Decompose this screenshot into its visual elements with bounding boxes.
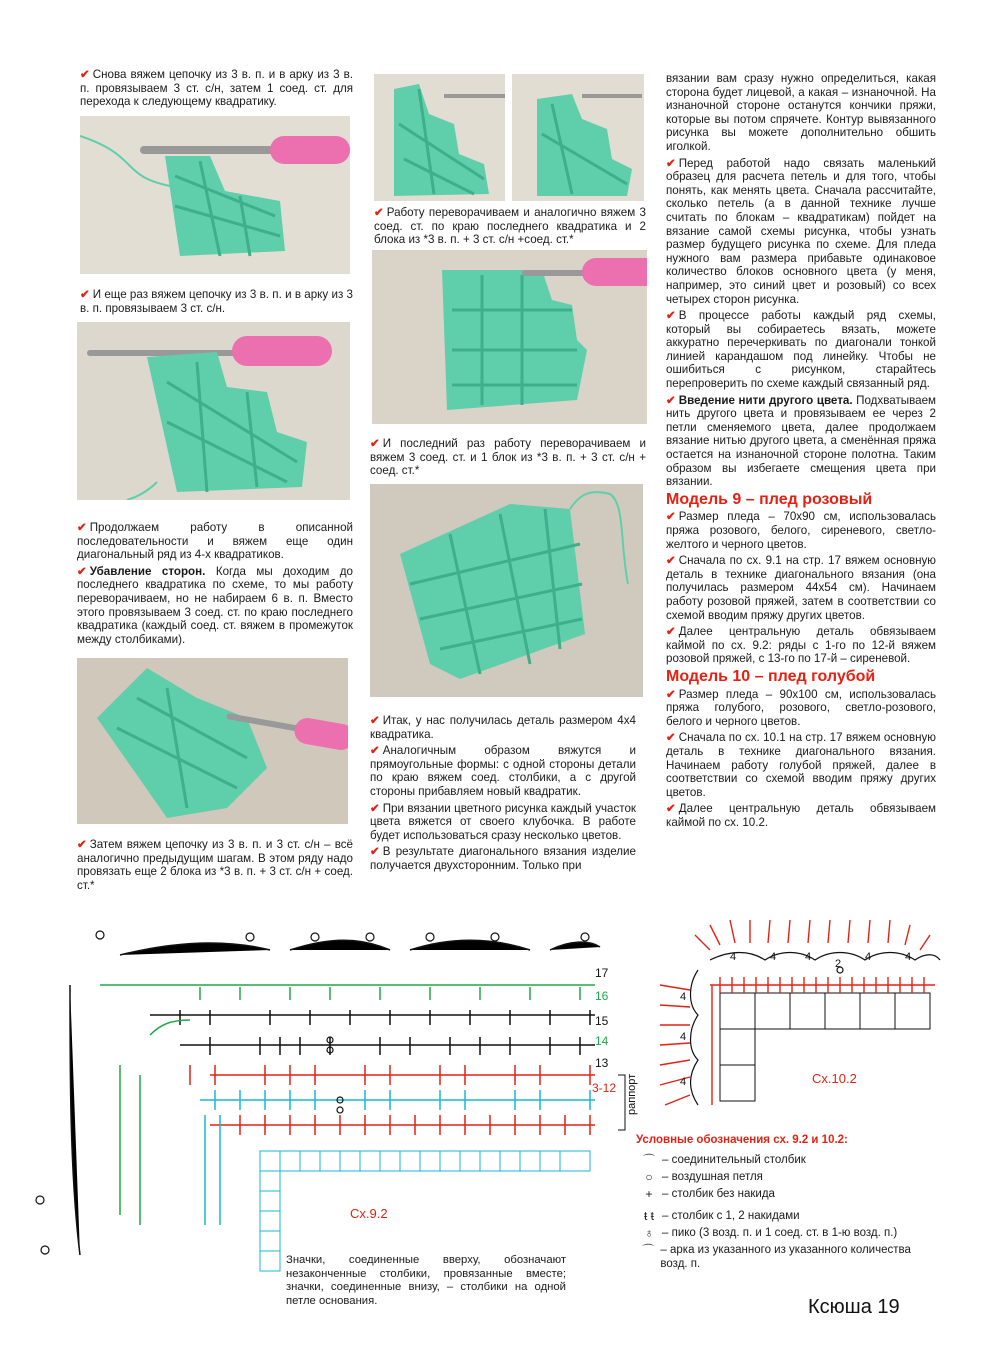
mid-column-2 (370, 437, 646, 481)
single-crochet-icon: + (645, 1187, 653, 1201)
diagram-9-2 (30, 925, 650, 1300)
magazine-name: Ксюша (808, 1296, 872, 1318)
row-number: 3-12 (592, 1081, 617, 1095)
check-icon: ✔ (666, 625, 676, 639)
svg-text:2: 2 (835, 958, 842, 970)
paragraph: ✔ Убавление сторон. Когда мы доходим до последнего квадратика по схеме, то мы работу переворачиваем, но не набираем 6 в. п. Вместо этого провязываем 3 соед. ст. по краю последнего квадратика (каждый соед. ст. вяжем в промежуток между столбиками). (77, 564, 353, 646)
check-icon: ✔ (666, 687, 676, 701)
row-number: 13 (595, 1056, 609, 1070)
paragraph: ✔ Работу переворачиваем и аналогично вяжем 3 соед. ст. по краю последнего квадратика и 2 блока из *3 в. п. + 3 ст. с/н +соед. ст.* (374, 206, 646, 247)
svg-text:4: 4 (680, 1031, 687, 1043)
row-number: 16 (595, 989, 609, 1003)
paragraph: ✔ В процессе работы каждый ряд схемы, который вы собираетесь вязать, можете аккуратно перечеркивать по диагонали тонкой линией карандашом под линейку. Чтобы не ошибиться с рисунком, старайтесь перепроверить по схеме каждый связанный ряд. (666, 309, 936, 391)
paragraph: ✔ В результате диагонального вязания изделие получается двухсторонним. Только при (370, 845, 636, 872)
legend-item: ♁ – пико (3 возд. п. и 1 соед. ст. в 1-ю возд. п.) (636, 1226, 936, 1240)
check-icon: ✔ (370, 714, 380, 727)
paragraph: ✔ Итак, у нас получилась деталь размером 4х4 квадратика. (370, 714, 636, 741)
picot-icon: ♁ (644, 1226, 654, 1240)
page-number: 19 (877, 1296, 900, 1318)
check-icon: ✔ (666, 731, 676, 745)
check-icon: ✔ (370, 437, 380, 450)
legend-item: ŧ ŧ – столбик с 1, 2 накидами (636, 1209, 936, 1223)
check-icon: ✔ (666, 802, 676, 816)
paragraph: ✔ Введение нити другого цвета. Подхватываем нить другого цвета и провязываем ее через 2 петли сменяемого цвета, далее продолжаем вязание нитью другого цвета, а сменённая пряжа остается на изнаночной стороне полотна. Таким образом вы избегаете смещения цвета при вязании. (666, 393, 936, 489)
crochet-chart-10-2 (650, 915, 947, 1120)
diagram-note (286, 1254, 566, 1311)
check-icon: ✔ (370, 744, 380, 758)
photo-step-5 (372, 250, 647, 424)
diagram-10-2 (650, 915, 947, 1120)
legend-item: + – столбик без накида (636, 1187, 936, 1201)
paragraph: ✔ Сначала по сх. 10.1 на стр. 17 вяжем основную деталь в технике диагонального вязания. Начинаем работу голубой пряжей, далее в соответствии со схемой вводим пряжу других цветов. (666, 731, 936, 799)
check-icon: ✔ (80, 288, 90, 301)
check-icon: ✔ (666, 156, 676, 170)
paragraph: ✔ Размер пледа – 70х90 см, использовалась пряжа розового, белого, сиреневого, светло-желтого и черного цветов. (666, 510, 936, 551)
crochet-photo (80, 116, 350, 274)
crochet-photo (372, 250, 647, 424)
legend-item: ⌒ – соединительный столбик (636, 1153, 936, 1167)
photo-step-4b (512, 74, 644, 201)
check-icon: ✔ (77, 838, 87, 851)
crochet-photo (512, 74, 644, 201)
legend-item: ○ – воздушная петля (636, 1170, 936, 1184)
check-icon: ✔ (80, 68, 90, 81)
heading-model-10: Модель 10 – плед голубой (666, 667, 876, 685)
heading-model-9: Модель 9 – плед розовый (666, 490, 873, 508)
svg-text:4: 4 (770, 951, 777, 963)
paragraph: ✔ При вязании цветного рисунка каждый участок цвета вяжется от своего клубочка. В работе будет использоваться сразу несколько цветов. (370, 801, 636, 842)
paragraph: ✔ Далее центральную деталь обвязываем каймой по сх. 10.2. (666, 802, 936, 829)
check-icon: ✔ (666, 309, 676, 323)
check-icon: ✔ (370, 801, 380, 815)
diagram-label: Сх.10.2 (812, 1071, 857, 1086)
check-icon: ✔ (374, 206, 384, 219)
paragraph: ✔ Продолжаем работу в описанной последовательности и вяжем еще один диагональный ряд из 4-х квадратиков. (77, 521, 353, 562)
check-icon: ✔ (666, 393, 676, 407)
left-column-3 (77, 521, 353, 649)
mid-column-3 (370, 714, 636, 876)
legend-title: Условные обозначения сх. 9.2 и 10.2: (636, 1134, 848, 1146)
paragraph: ✔ И еще раз вяжем цепочку из 3 в. п. и в арку из 3 в. п. провязываем 3 ст. с/н. (80, 288, 353, 315)
photo-step-3 (77, 658, 348, 824)
paragraph: ✔ Перед работой надо связать маленький образец для расчета петель и для того, чтобы понять, как менять цвета. Сначала рассчитайте, сколько петель (а в данной технике лучше считать по блокам – квадратикам) пойдет на вязание самой схемы рисунка, чтобы узнать размер будущего рисунка по схеме. Для пледа нужного вам размера прибавьте одинаковое количество блоков основного цвета (у меня, например, это синий цвет и розовый) со всех четырех сторон рисунка. (666, 156, 936, 306)
row-number: 14 (595, 1034, 609, 1048)
check-icon: ✔ (666, 554, 676, 568)
paragraph: ✔ Сначала по сх. 9.1 на стр. 17 вяжем основную деталь в технике диагонального вязания (она получилась размером 44х54 см). Начинаем работу розовой пряжей, затем в соответствии со схемой вводим пряжу других цветов. (666, 554, 936, 622)
crochet-photo (370, 484, 643, 697)
page-footer (808, 1296, 900, 1319)
rapport-label: раппорт (626, 1073, 638, 1115)
crochet-photo (77, 322, 350, 500)
svg-text:4: 4 (680, 991, 687, 1003)
svg-text:4: 4 (865, 951, 872, 963)
paragraph: ✔ Размер пледа – 90х100 см, использовалась пряжа голубого, розового, светло-розового, белого и черного цветов. (666, 687, 936, 728)
photo-step-6 (370, 484, 643, 697)
arch-icon: ⌒ (642, 1243, 655, 1257)
paragraph: вязании вам сразу нужно определиться, какая сторона будет лицевой, а какая – изнаночной. На изнаночной стороне останутся кончики пряжи, которые вы потом спрячете. Контур вывязанного рисунка вы можете дополнительно обшить иголкой. (666, 72, 936, 153)
photo-step-1 (80, 116, 350, 274)
paragraph: ✔ Аналогичным образом вяжутся и прямоугольные формы: с одной стороны детали по краю вяжем соед. столбики, а с другой стороны прибавляем новый квадратик. (370, 744, 636, 798)
paragraph: ✔ Снова вяжем цепочку из 3 в. п. и в арку из 3 в. п. провязываем 3 ст. с/н, затем 1 соед. ст. для перехода к следующему квадратику. (80, 68, 353, 109)
photo-step-2 (77, 322, 350, 500)
check-icon: ✔ (370, 845, 380, 859)
crochet-photo (374, 74, 505, 201)
chain-stitch-icon: ○ (645, 1170, 653, 1184)
crochet-chart-9-2 (30, 925, 650, 1300)
svg-text:4: 4 (905, 951, 912, 963)
crochet-photo (77, 658, 348, 824)
legend-item: ⌒ – арка из указанного из указанного количества возд. п. (636, 1243, 936, 1271)
row-number: 15 (595, 1014, 609, 1028)
paragraph: ✔ Затем вяжем цепочку из 3 в. п. и 3 ст. с/н – всё аналогично предыдущим шагам. В этом ряду надо провязать еще 2 блока из *3 в. п. + 3 ст. с/н + соед. ст.* (77, 838, 353, 892)
legend (636, 1133, 936, 1274)
note-text: Значки, соединенные вверху, обозначают незаконченные столбики, провязанные вместе; значки, соединенные внизу, – столбики на одной петле основания. (286, 1254, 566, 1307)
slip-stitch-icon: ⌒ (642, 1153, 655, 1167)
check-icon: ✔ (666, 510, 676, 524)
paragraph: ✔ И последний раз работу переворачиваем и вяжем 3 соед. ст. и 1 блок из *3 в. п. + 3 ст. с/н + соед. ст.* (370, 437, 646, 478)
check-icon: ✔ (77, 521, 87, 534)
diagram-label: Сх.9.2 (350, 1206, 388, 1221)
svg-text:4: 4 (730, 951, 737, 963)
svg-text:4: 4 (680, 1076, 687, 1088)
left-column (80, 68, 353, 112)
mid-column-1 (374, 206, 646, 250)
left-column-2 (80, 288, 353, 318)
row-number: 17 (595, 966, 609, 980)
right-column (666, 72, 936, 832)
photo-step-4a (374, 74, 505, 201)
double-crochet-icon: ŧ ŧ (643, 1209, 654, 1223)
left-column-4 (77, 838, 353, 895)
svg-text:4: 4 (805, 951, 812, 963)
paragraph: ✔ Далее центральную деталь обвязываем каймой по сх. 9.2: ряды с 1-го по 12-й вяжем розовой пряжей, с 13-го по 17-й – сиреневой. (666, 625, 936, 666)
check-icon: ✔ (77, 564, 87, 578)
